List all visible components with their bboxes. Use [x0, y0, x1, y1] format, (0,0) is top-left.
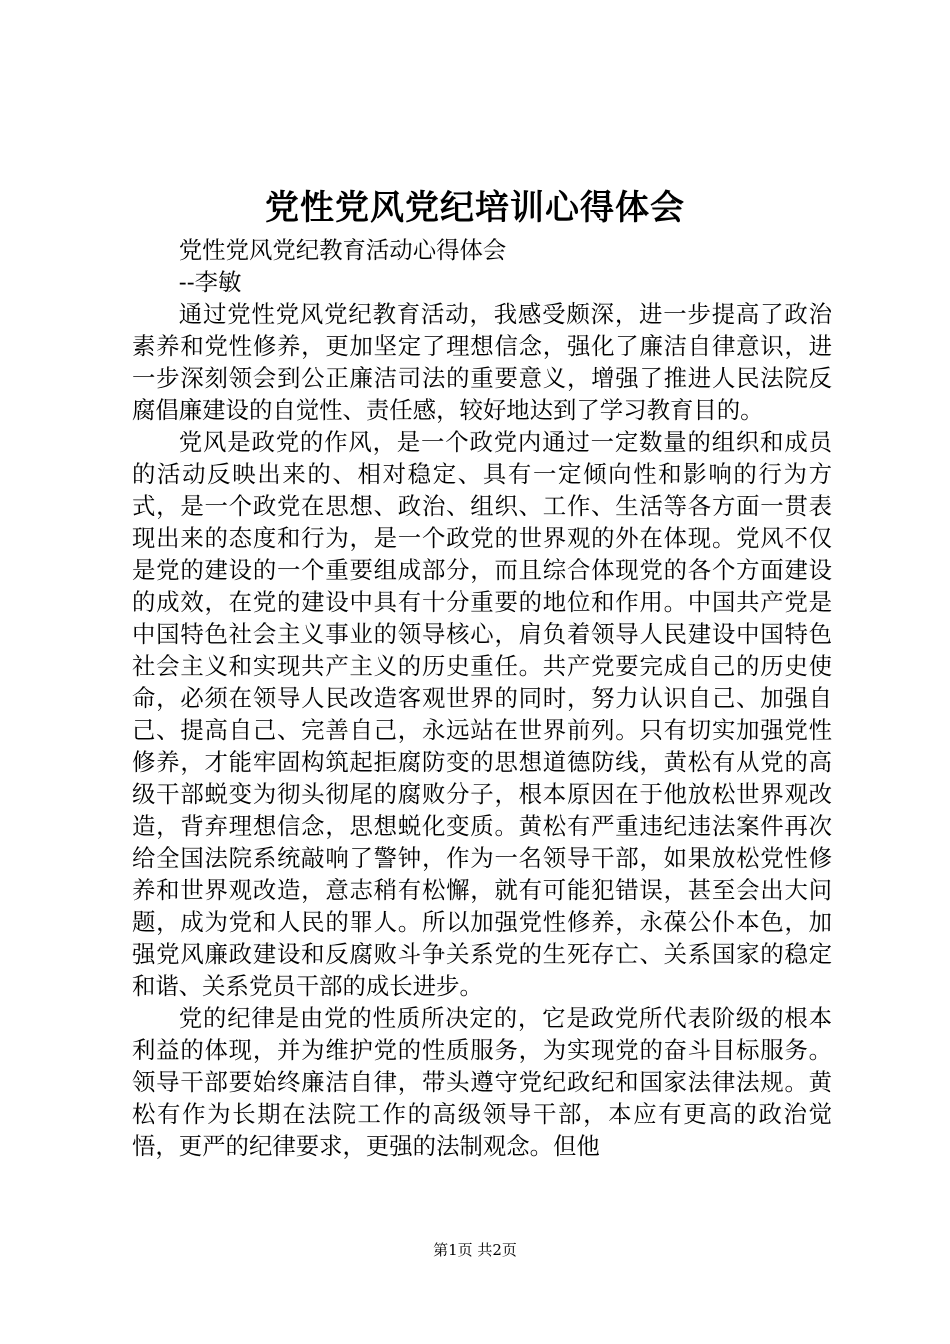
document-title: 党性党风党纪培训心得体会: [265, 188, 685, 228]
paragraph-party-style: 党风是政党的作风，是一个政党内通过一定数量的组织和成员的活动反映出来的、相对稳定、具有一定倾向性和影响的行为方式，是一个政党在思想、政治、组织、工作、生活等各方面一贯表现出来的态度和行为，是一个政党的世界观的外在体现。党风不仅是党的建设的一个重要组成部分，而且综合体现党的各个方面建设的成效，在党的建设中具有十分重要的地位和作用。中国共产党是中国特色社会主义事业的领导核心，肩负着领导人民建设中国特色社会主义和实现共产主义的历史重任。共产党要完成自己的历史使命，必须在领导人民改造客观世界的同时，努力认识自己、加强自己、提高自己、完善自己，永远站在世界前列。只有切实加强党性修养，才能牢固构筑起拒腐防变的思想道德防线，黄松有从党的高级干部蜕变为彻头彻尾的腐败分子，根本原因在于他放松世界观改造，背弃理想信念，思想蜕化变质。黄松有严重违纪违法案件再次给全国法院系统敲响了警钟，作为一名领导干部，如果放松党性修养和世界观改造，意志稍有松懈，就有可能犯错误，甚至会出大问题，成为党和人民的罪人。所以加强党性修养，永葆公仆本色，加强党风廉政建设和反腐败斗争关系党的生死存亡、关系国家的稳定和谐、关系党员干部的成长进步。: [132, 428, 832, 1000]
document-author: --李敏: [178, 268, 242, 296]
page-footer: 第1页 共2页: [433, 1241, 517, 1259]
document-subtitle: 党性党风党纪教育活动心得体会: [178, 236, 507, 264]
paragraph-intro: 通过党性党风党纪教育活动，我感受颇深，进一步提高了政治素养和党性修养，更加坚定了理想信念，强化了廉洁自律意识，进一步深刻领会到公正廉洁司法的重要意义，增强了推进人民法院反腐倡廉建设的自觉性、责任感，较好地达到了学习教育目的。: [132, 300, 832, 424]
paragraph-party-discipline: 党的纪律是由党的性质所决定的，它是政党所代表阶级的根本利益的体现，并为维护党的性质服务，为实现党的奋斗目标服务。领导干部要始终廉洁自律，带头遵守党纪政纪和国家法律法规。黄松有作为长期在法院工作的高级领导干部，本应有更高的政治觉悟，更严的纪律要求，更强的法制观念。但他: [132, 1004, 832, 1160]
document-body: [132, 234, 832, 1162]
